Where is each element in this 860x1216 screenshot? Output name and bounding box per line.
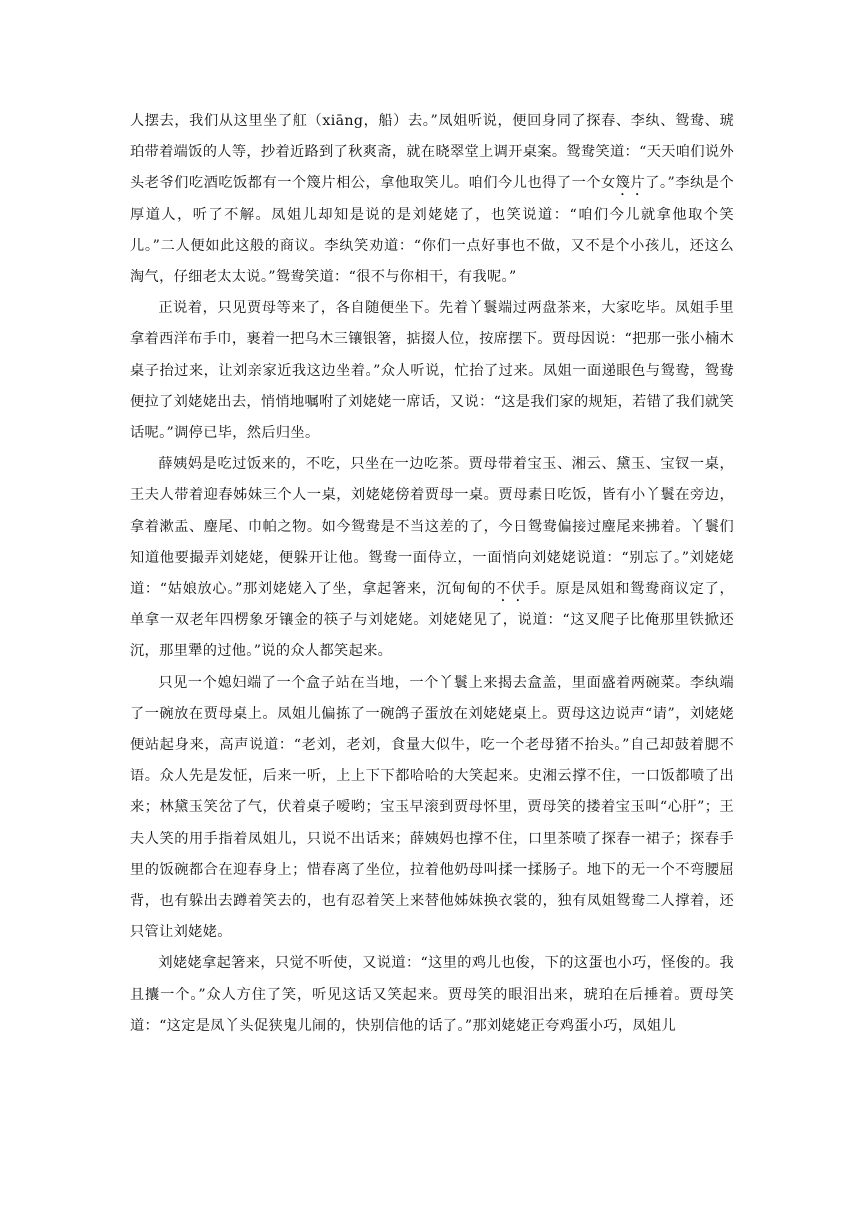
emphasized-word: 不伏 (496, 581, 526, 598)
text-run: 手。原是凤姐和鸳鸯商议定了，单拿一双老年四楞象牙镶金的筷子与刘姥姥。刘姥姥见了，说道：“这叉爬子比俺那里铁掀还沉，那里犟的过他。”说的众人都笑起来。 (130, 581, 734, 660)
emphasized-word: 篾片 (615, 175, 646, 192)
text-run: 正说着，只见贾母等来了，各自随便坐下。先着丫鬟端过两盘茶来，大家吃毕。凤姐手里拿着西洋布手巾，裹着一把乌木三镶银箸，掂掇人位，按席摆下。贾母因说：“把那一张小楠木桌子抬过来，让刘亲家近我这边坐着。”众人听说，忙抬了过来。凤姐一面递眼色与鸳鸯，鸳鸯便拉了刘姥姥出去，悄悄地嘱咐了刘姥姥一席话，又说：“这是我们家的规矩，若错了我们就笑话呢。”调停已毕，然后归坐。 (130, 300, 734, 442)
text-run: 只见一个媳妇端了一个盒子站在当地，一个丫鬟上来揭去盒盖，里面盛着两碗菜。李纨端了一碗放在贾母桌上。凤姐儿偏拣了一碗鸽子蛋放在刘姥姥桌上。贾母这边说声“请”，刘姥姥便站起身来，高声说道：“老刘，老刘，食量大似牛，吃一个老母猪不抬头。”自己却鼓着腮不语。众人先是发怔，后来一听，上上下下都哈哈的大笑起来。史湘云撑不住，一口饭都喷了出来；林黛玉笑岔了气，伏着桌子嗳哟；宝玉早滚到贾母怀里，贾母笑的搂着宝玉叫“心肝”；王夫人笑的用手指着凤姐儿，只说不出话来；薛姨妈也撑不住，口里茶喷了探春一裙子；探春手里的饭碗都合在迎春身上；惜春离了坐位，拉着他奶母叫揉一揉肠子。地下的无一个不弯腰屈背，也有躲出去蹲着笑去的，也有忍着笑上来替他姊妹换衣裳的，独有凤姐鸳鸯二人撑着，还只管让刘姥姥。 (130, 674, 734, 941)
text-run: 薛姨妈是吃过饭来的，不吃，只坐在一边吃茶。贾母带着宝玉、湘云、黛玉、宝钗一桌，王夫人带着迎春姊妹三个人一桌，刘姥姥傍着贾母一桌。贾母素日吃饭，皆有小丫鬟在旁边，拿着漱盂、麈尾、巾帕之物。如今鸳鸯是不当这差的了，今日鸳鸯偏接过麈尾来拂着。丫鬟们知道他要撮弄刘姥姥，便躲开让他。鸳鸯一面侍立，一面悄向刘姥姥说道：“别忘了。”刘姥姥道：“姑娘放心。”那刘姥姥入了坐，拿起箸来，沉甸甸的 (130, 456, 734, 598)
paragraph-3 (130, 449, 734, 667)
paragraph-4 (130, 668, 734, 949)
paragraph-1 (130, 106, 734, 293)
text-run: 人摆去，我们从这里坐了舡（xiāng，船）去。”凤姐听说，便回身同了探春、李纨、鸳鸯、琥珀带着端饭的人等，抄着近路到了秋爽斋，就在晓翠堂上调开桌案。鸳鸯笑道：“天天咱们说外头老爷们吃酒吃饭都有一个篾片相公，拿他取笑儿。咱们今儿也得了一个女 (130, 113, 734, 192)
paragraph-2 (130, 293, 734, 449)
body-text (130, 106, 734, 1042)
paragraph-5 (130, 948, 734, 1042)
text-run: 刘姥姥拿起箸来，只觉不听使，又说道：“这里的鸡儿也俊，下的这蛋也小巧，怪俊的。我且攮一个。”众人方住了笑，听见这话又笑起来。贾母笑的眼泪出来，琥珀在后捶着。贾母笑道：“这定是凤丫头促狭鬼儿闹的，快别信他的话了。”那刘姥姥正夸鸡蛋小巧，凤姐儿 (130, 955, 734, 1034)
text-run: 了。”李纨是个厚道人，听了不解。凤姐儿却知是说的是刘姥姥了，也笑说道：“咱们今儿就拿他取个笑儿。”二人便如此这般的商议。李纨笑劝道：“你们一点好事也不做，又不是个小孩儿，还这么淘气，仔细老太太说。”鸳鸯笑道：“很不与你相干，有我呢。” (130, 175, 735, 286)
